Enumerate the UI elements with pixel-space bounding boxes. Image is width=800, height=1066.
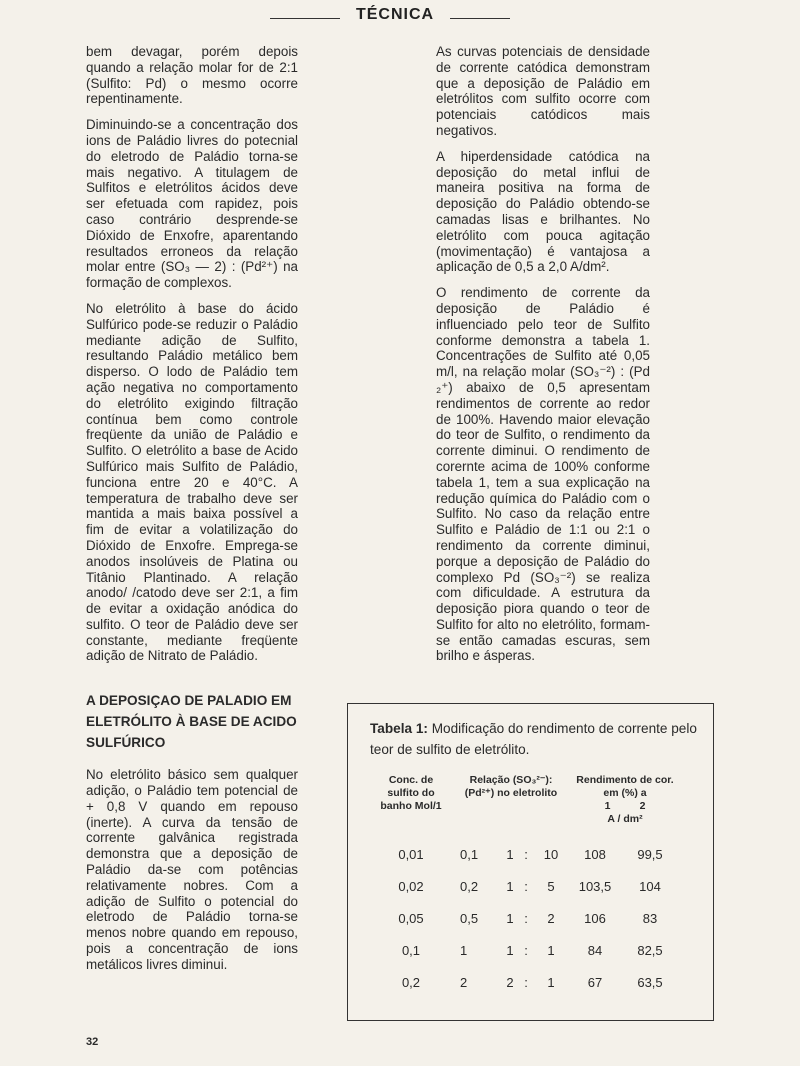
paragraph: No eletrólito à base do ácido Sulfúrico pode-se reduzir o Paládio mediante adição de Sulfito, resultando Paládio metálico bem disperso. O lodo de Paládio tem ação negativa no comportamento do eletrólito exigindo filtração contínua bem como controle freqüente da união de Paládio e Sulfito. O eletrólito a base de Acido Sulfúrico mais Sulfito de Paládio, funciona entre 20 e 40°C. A temperatura de trabalho deve ser mantida a mais baixa possível a fim de evitar a volatilização do Dióxido de Enxofre. Emprega-se anodos insolúveis de Platina ou Titânio Plantinado. A relação anodo/ /catodo deve ser 2:1, a fim de evitar a oxidação anódica do sulfito. O teor de Paládio deve ser constante, mediante freqüente adição de Nitrato de Paládio. xyxy=(86,300,298,664)
header-rendimento-title: Rendimento de cor. em (%) a xyxy=(576,774,674,799)
header-relacao: Relação (SO₃²⁻): (Pd²⁺) no eletrolito xyxy=(464,774,558,799)
cell-relacao-a: 1 xyxy=(460,942,468,958)
cell-conc: 0,02 xyxy=(398,878,424,894)
cell-relacao-b: 1 xyxy=(506,878,514,894)
cell-rend-1: 67 xyxy=(587,974,603,990)
cell-relacao-c: 1 xyxy=(547,942,555,958)
table-box xyxy=(347,703,714,1021)
cell-conc: 0,1 xyxy=(401,942,421,958)
cell-rend-2: 82,5 xyxy=(637,942,663,958)
cell-relacao-sep: : xyxy=(524,910,528,926)
cell-rend-2: 83 xyxy=(642,910,658,926)
table-row xyxy=(370,934,680,966)
cell-conc: 0,2 xyxy=(401,974,421,990)
paragraph: No eletrólito básico sem qualquer adição, o Paládio tem potencial de + 0,8 V quando em repouso (inerte). A curva da tensão de corrente galvânica registrada demonstra que a deposição de Paládio da-se com potências relativamente nobres. Com a adição de Sulfito o potencial do eletrodo de Paládio torna-se menos nobre quando em repouso, pois a concentração de ions metálicos livres diminui. xyxy=(86,767,298,972)
left-column xyxy=(86,44,298,983)
cell-relacao-sep: : xyxy=(524,846,528,862)
header-rendimento xyxy=(570,774,680,838)
paragraph: As curvas potenciais de densidade de corrente catódica demonstram que a deposição de Paládio em eletrólitos com sulfito ocorre com potenciais catódicos mais negativos. xyxy=(436,44,650,138)
cell-rend-1: 84 xyxy=(587,942,603,958)
table-header-row xyxy=(370,774,680,838)
cell-rend-1: 103,5 xyxy=(578,878,612,894)
cell-relacao-sep: : xyxy=(524,878,528,894)
cell-rend-1: 108 xyxy=(584,846,606,862)
cell-relacao-c: 5 xyxy=(547,878,555,894)
cell-rend-1: 106 xyxy=(584,910,606,926)
cell-relacao-b: 1 xyxy=(506,942,514,958)
cell-relacao-sep: : xyxy=(524,974,528,990)
cell-relacao-a: 0,5 xyxy=(460,910,479,926)
cell-rend-2: 104 xyxy=(639,878,661,894)
cell-rend-2: 99,5 xyxy=(637,846,663,862)
cell-conc: 0,01 xyxy=(398,846,424,862)
header-rendimento-cols: 1 2 xyxy=(604,800,646,812)
cell-relacao-a: 0,2 xyxy=(460,878,479,894)
cell-relacao-a: 0,1 xyxy=(460,846,479,862)
table-row xyxy=(370,870,680,902)
data-table xyxy=(370,774,680,998)
cell-relacao-sep: : xyxy=(524,942,528,958)
table-row xyxy=(370,902,680,934)
paragraph: A hiperdensidade catódica na deposição do metal influi de maneira positiva na forma de deposição do Paládio obtendo-se camadas lisas e brilhantes. No eletrólito com pouca agitação (movimentação) é vantajosa a aplicação de 0,5 a 2,0 A/dm². xyxy=(436,148,650,275)
table-row xyxy=(370,966,680,998)
cell-relacao-c: 2 xyxy=(547,910,555,926)
cell-relacao-b: 2 xyxy=(506,974,514,990)
section-title: TÉCNICA xyxy=(340,6,450,24)
paragraph: Diminuindo-se a concentração dos ions de Paládio livres do potecnial do eletrodo de Paládio torna-se mais negativo. A titulagem de Sulfitos e eletrólitos ácidos deve ser efetuada com rapidez, pois caso contrário desprende-se Dióxido de Enxofre, aparentando resultados erroneos da relação molar entre (SO₃ — 2) : (Pd²⁺) na formação de complexos. xyxy=(86,117,298,291)
right-column xyxy=(436,44,650,674)
section-heading: A DEPOSIÇAO DE PALADIO EM ELETRÓLITO À BASE DE ACIDO SULFÚRICO xyxy=(86,693,297,751)
cell-relacao-a: 2 xyxy=(460,974,468,990)
table-body xyxy=(370,838,680,998)
paragraph: bem devagar, porém depois quando a relação molar for de 2:1 (Sulfito: Pd) o mesmo ocorre repentinamente. xyxy=(86,44,298,107)
cell-relacao-c: 10 xyxy=(543,846,559,862)
paragraph: O rendimento de corrente da deposição de Paládio é influenciado pelo teor de Sulfito conforme demonstra a tabela 1. Concentrações de Sulfito até 0,05 m/l, na relação molar (SO₃⁻²) : (Pd ₂⁺) abaixo de 0,5 apresentam rendimentos de corrente ao redor de 100%. Havendo maior elevação do teor de Sulfito, o rendimento da corrente diminui. O rendimento de corernte acima de 100% conforme tabela 1, tem a sua explicação na redução química do Paládio com o Sulfito. No caso da relação entre Sulfito e Paládio de 1:1 ou 2:1 o rendimento da corrente diminui, porque a deposição de Paládio do complexo Pd (SO₃⁻²) se realiza com dificuldade. A estrutura da deposição piora quando o teor de Sulfito for alto no eletrólito, formam-se então camadas escuras, sem brilho e ásperas. xyxy=(436,285,650,664)
header-conc: Conc. de sulfito do banho Mol/1 xyxy=(380,774,442,812)
cell-rend-2: 63,5 xyxy=(637,974,663,990)
table-row xyxy=(370,838,680,870)
cell-relacao-b: 1 xyxy=(506,846,514,862)
table-caption-text: Modificação do rendimento de corrente pelo teor de sulfito de eletrólito. xyxy=(370,721,697,757)
table-caption xyxy=(370,718,703,760)
cell-relacao-b: 1 xyxy=(506,910,514,926)
page-number: 32 xyxy=(86,1036,99,1048)
header-rendimento-unit: A / dm² xyxy=(607,813,643,825)
table-caption-label: Tabela 1: xyxy=(370,721,428,736)
cell-relacao-c: 1 xyxy=(547,974,555,990)
cell-conc: 0,05 xyxy=(398,910,424,926)
